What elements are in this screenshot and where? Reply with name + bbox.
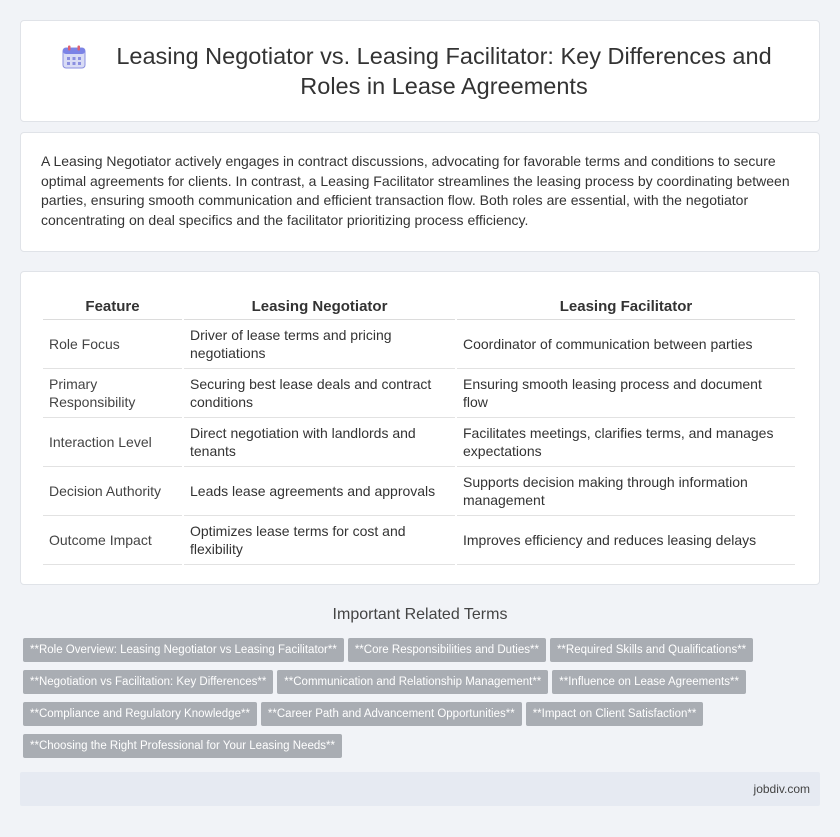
header-card [20,20,820,122]
table-cell-facilitator: Supports decision making through information management [457,467,795,516]
footer [20,772,820,806]
table-cell-feature: Primary Responsibility [43,369,182,418]
footer-site-link[interactable]: jobdiv.com [753,782,810,796]
table-cell-facilitator: Improves efficiency and reduces leasing delays [457,516,795,565]
related-terms-list [23,638,823,766]
table-cell-negotiator: Securing best lease deals and contract conditions [184,369,455,418]
table-cell-feature: Outcome Impact [43,516,182,565]
related-term-tag[interactable]: **Core Responsibilities and Duties** [348,638,546,662]
column-header-negotiator: Leasing Negotiator [184,294,455,320]
table-cell-negotiator: Direct negotiation with landlords and tenants [184,418,455,467]
comparison-table-card [20,271,820,585]
summary-card [20,132,820,252]
table-cell-facilitator: Facilitates meetings, clarifies terms, and manages expectations [457,418,795,467]
related-term-tag[interactable]: **Compliance and Regulatory Knowledge** [23,702,257,726]
column-header-facilitator: Leasing Facilitator [457,294,795,320]
related-term-tag[interactable]: **Negotiation vs Facilitation: Key Differences** [23,670,273,694]
table-row [43,467,795,516]
table-cell-facilitator: Coordinator of communication between parties [457,320,795,369]
table-cell-feature: Role Focus [43,320,182,369]
related-term-tag[interactable]: **Influence on Lease Agreements** [552,670,746,694]
table-cell-feature: Decision Authority [43,467,182,516]
related-terms-title: Important Related Terms [332,606,508,623]
table-row [43,369,795,418]
calendar-icon [61,44,87,70]
table-row [43,320,795,369]
table-cell-negotiator: Driver of lease terms and pricing negotiations [184,320,455,369]
table-cell-negotiator: Leads lease agreements and approvals [184,467,455,516]
related-term-tag[interactable]: **Required Skills and Qualifications** [550,638,753,662]
related-term-tag[interactable]: **Role Overview: Leasing Negotiator vs Leasing Facilitator** [23,638,344,662]
table-row [43,418,795,467]
summary-text: A Leasing Negotiator actively engages in contract discussions, advocating for favorable terms and conditions to secure optimal agreements for clients. In contrast, a Leasing Facilitator streamlines the leasing process by coordinating between parties, ensuring smooth communication and efficient transaction flow. Both roles are essential, with the negotiator concentrating on deal specifics and the facilitator prioritizing process efficiency. [41,153,790,228]
related-term-tag[interactable]: **Communication and Relationship Management** [277,670,548,694]
comparison-table [41,294,797,565]
column-header-feature: Feature [43,294,182,320]
table-cell-negotiator: Optimizes lease terms for cost and flexibility [184,516,455,565]
table-cell-facilitator: Ensuring smooth leasing process and document flow [457,369,795,418]
table-header-row [43,294,795,320]
related-term-tag[interactable]: **Choosing the Right Professional for Your Leasing Needs** [23,734,342,758]
related-term-tag[interactable]: **Impact on Client Satisfaction** [526,702,704,726]
table-cell-feature: Interaction Level [43,418,182,467]
table-row [43,516,795,565]
related-term-tag[interactable]: **Career Path and Advancement Opportunities** [261,702,522,726]
page-title: Leasing Negotiator vs. Leasing Facilitator: Key Differences and Roles in Lease Agreements [116,43,772,99]
